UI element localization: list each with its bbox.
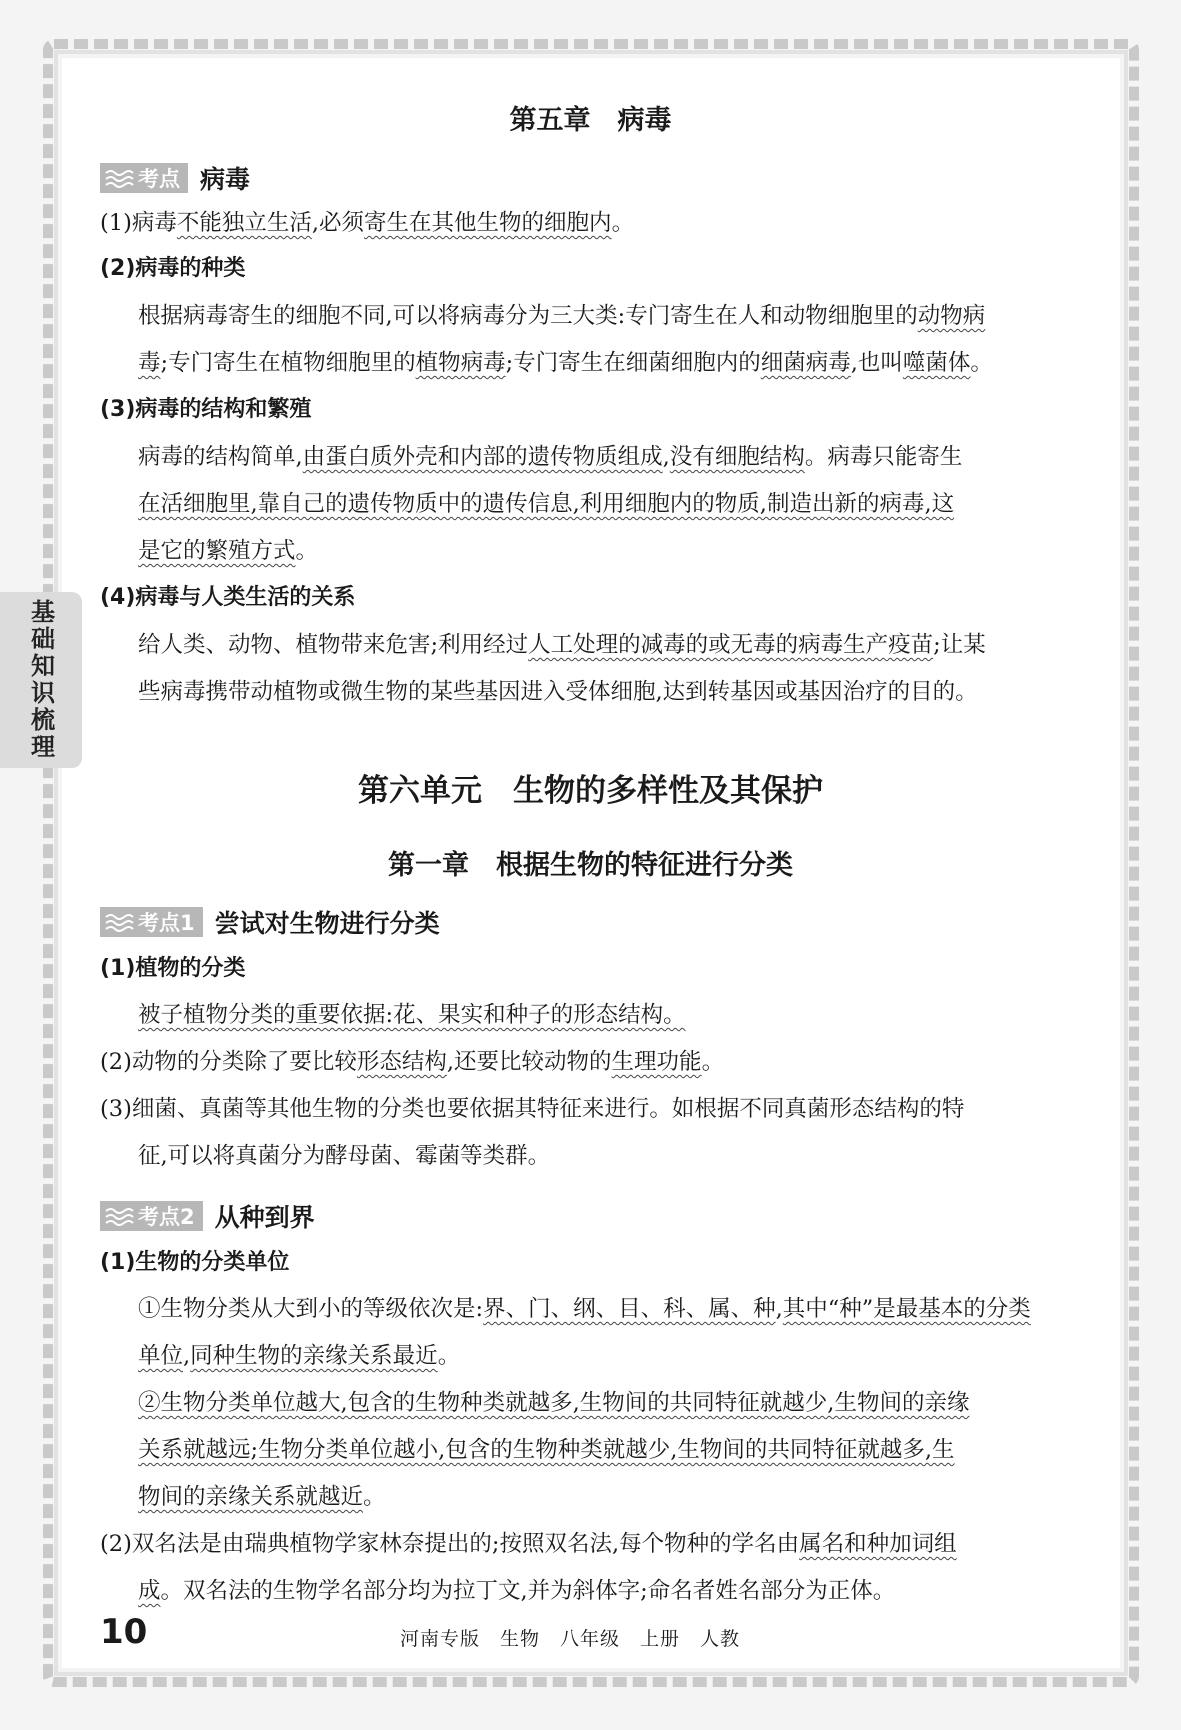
ranks-p1-l2: 单位,同种生物的亲缘关系最近。 [138, 1343, 461, 1369]
wave-icon [104, 912, 134, 932]
classify-p3-l2: 征,可以将真菌分为酵母菌、霉菌等类群。 [138, 1143, 551, 1169]
ranks-p2-l2: 关系就越远;生物分类单位越小,包含的生物种类就越少,生物间的共同特征就越多,生 [138, 1437, 955, 1463]
classify-p2: (2)动物的分类除了要比较形态结构,还要比较动物的生理功能。 [100, 1049, 725, 1075]
kp-badge: 考点2 [100, 1201, 203, 1231]
chapter-title: 第五章 病毒 [509, 105, 672, 136]
ranks-p3-l2: 成。双名法的生物学名部分均为拉丁文,并为斜体字;命名者姓名部分为正体。 [138, 1578, 896, 1604]
classify-p3-l1: (3)细菌、真菌等其他生物的分类也要依据其特征来进行。如根据不同真菌形态结构的特 [100, 1096, 965, 1122]
ranks-h1: (1)生物的分类单位 [100, 1250, 290, 1275]
virus-p4-l2: 些病毒携带动植物或微生物的某些基因进入受体细胞,达到转基因或基因治疗的目的。 [138, 679, 978, 705]
kp-title: 从种到界 [214, 1203, 315, 1232]
virus-h3: (3)病毒的结构和繁殖 [100, 397, 312, 422]
virus-p2-l1: 根据病毒寄生的细胞不同,可以将病毒分为三大类:专门寄生在人和动物细胞里的动物病 [138, 303, 986, 329]
footer-text: 河南专版 生物 八年级 上册 人教 [400, 1628, 741, 1650]
unit-title: 第六单元 生物的多样性及其保护 [358, 773, 823, 809]
virus-h2: (2)病毒的种类 [100, 256, 246, 281]
chapter-title-2: 第一章 根据生物的特征进行分类 [388, 850, 793, 881]
ranks-p1-l1: ①生物分类从大到小的等级依次是:界、门、纲、目、科、属、种,其中“种”是最基本的分类 [138, 1296, 1031, 1322]
kp-heading-1 [100, 904, 440, 940]
ranks-p2-l3: 物间的亲缘关系就越近。 [138, 1484, 386, 1510]
kp-badge: 考点 [100, 163, 188, 193]
classify-h1: (1)植物的分类 [100, 956, 246, 981]
virus-p3-l2: 在活细胞里,靠自己的遗传物质中的遗传信息,利用细胞内的物质,制造出新的病毒,这 [138, 491, 955, 517]
kp-heading-2 [100, 1198, 315, 1234]
virus-p2-l2: 毒;专门寄生在植物细胞里的植物病毒;专门寄生在细菌细胞内的细菌病毒,也叫噬菌体。 [138, 350, 993, 376]
kp-badge: 考点1 [100, 907, 203, 937]
virus-h4: (4)病毒与人类生活的关系 [100, 585, 356, 610]
virus-p3-l3: 是它的繁殖方式。 [138, 538, 319, 564]
virus-p3-l1: 病毒的结构简单,由蛋白质外壳和内部的遗传物质组成,没有细胞结构。病毒只能寄生 [138, 444, 963, 470]
virus-p4-l1: 给人类、动物、植物带来危害;利用经过人工处理的减毒的或无毒的病毒生产疫苗;让某 [138, 632, 986, 658]
virus-p1: (1)病毒不能独立生活,必须寄生在其他生物的细胞内。 [100, 210, 635, 236]
page-number: 10 [100, 1612, 148, 1652]
side-tab: 基础知识梳理 [0, 592, 82, 768]
kp-title: 病毒 [200, 165, 251, 194]
ranks-p3-l1: (2)双名法是由瑞典植物学家林奈提出的;按照双名法,每个物种的学名由属名和种加词组 [100, 1531, 957, 1557]
kp-title: 尝试对生物进行分类 [214, 909, 440, 938]
kp-heading-virus [100, 160, 250, 196]
ranks-p2-l1: ②生物分类单位越大,包含的生物种类就越多,生物间的共同特征就越少,生物间的亲缘 [138, 1390, 970, 1416]
wave-icon [104, 168, 134, 188]
wave-icon [104, 1206, 134, 1226]
classify-p1: 被子植物分类的重要依据:花、果实和种子的形态结构。 [138, 1002, 686, 1028]
